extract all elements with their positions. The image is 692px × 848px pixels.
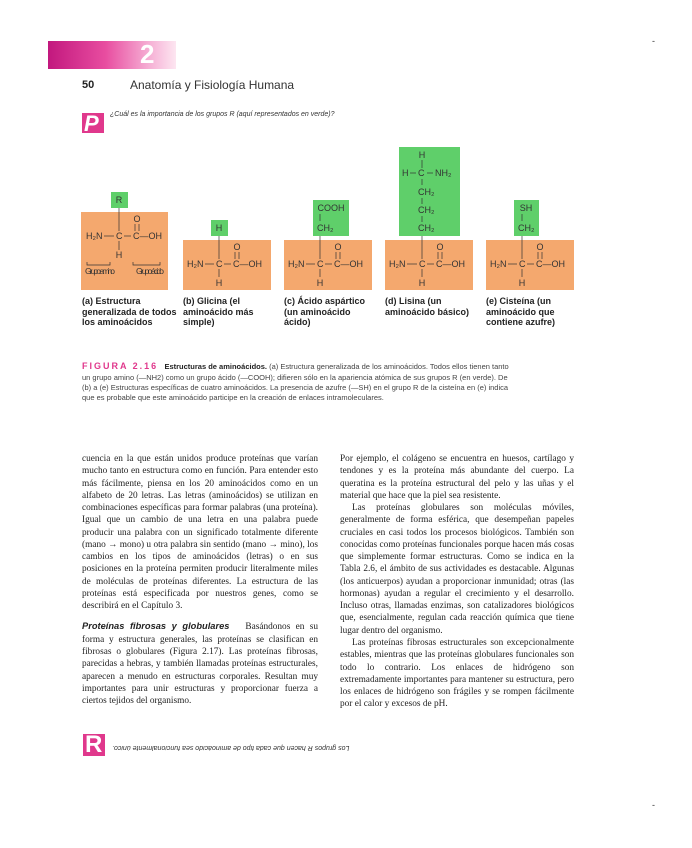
page-number: 50 xyxy=(82,79,95,91)
margin-mark: - xyxy=(652,800,655,810)
svg-text:O: O xyxy=(536,242,544,252)
svg-text:COOH: COOH xyxy=(317,203,345,213)
panel-caption-a: (a) Estructura generalizada de todos los aminoácidos xyxy=(82,296,177,328)
right-paragraph-2: Las proteínas globulares son moléculas móviles, generalmente de forma esférica, que desempeñan papeles cruciales en casi todos los procesos biológicos. También son conocidas como proteínas funcionales porque hacen más cosas que simplemente formar estructuras. Como se indica en la Tabla 2.6, el ámbito de sus actividades es destacable. Algunas (los anticuerpos) ayudan a proporcionar inmunidad; otras (las hormonas) ayudan a regular el crecimiento y el desarrollo. Incluso otras, llamadas enzimas, son catalizadores biológicos que, esencialmente, regulan cada reacción química que tiene lugar dentro del organismo. xyxy=(340,503,574,636)
running-title: Anatomía y Fisiología Humana xyxy=(130,78,295,92)
question-letter: P xyxy=(84,111,99,136)
svg-text:O: O xyxy=(334,242,342,252)
svg-text:H: H xyxy=(215,278,223,288)
svg-text:C—OH: C—OH xyxy=(133,231,162,241)
svg-text:C: C xyxy=(116,231,123,241)
svg-text:O: O xyxy=(133,214,141,224)
svg-text:C: C xyxy=(419,259,426,269)
answer-text-upside-down: Los grupos R hacen que cada tipo de aminoácido sea funcionalmente único. xyxy=(112,744,350,751)
svg-text:O: O xyxy=(233,242,241,252)
panel-caption-b: (b) Glicina (el aminoácido más simple) xyxy=(183,296,254,328)
figure-caption: FIGURA 2.16 Estructuras de aminoácidos. (a) Estructura generalizada de los aminoácidos. Todos ellos tienen tanto un grupo amino (—NH2) como un grupo ácido (—COOH); difieren sólo en la apariencia atómica de sus grupos R (en verde). De (b) a (e) Estructuras específicas de cuatro aminoácidos. La presencia de azufre (—SH) en el grupo R de la cisteína en (e) indica que es probable que este aminoácido participe en la creación de enlaces intramoleculares. xyxy=(82,361,509,402)
svg-text:NH₂: NH₂ xyxy=(435,168,452,178)
svg-text:C—OH: C—OH xyxy=(233,259,262,269)
svg-text:CH₂: CH₂ xyxy=(418,205,435,215)
right-paragraph-3: Las proteínas fibrosas estructurales son excepcionalmente estables, mientras que las proteínas globulares funcionales son todo lo contrario. Los enlaces de hidrógeno son extremadamente importantes para mantener su estructura, pero los enlaces de hidrógeno son frágiles y se rompen fácilmente por el calor y excesos de pH. xyxy=(340,637,574,710)
svg-text:C: C xyxy=(317,259,324,269)
left-paragraph-1: cuencia en la que están unidos produce proteínas que varían mucho tanto en estructura como en función. Para entender esto más fácilmente, piensa en los 20 aminoácidos como en un alfabeto de 20 letras. Las letras (aminoácidos) se utilizan en combinaciones específicas para formar palabras (una proteína). Igual que un cambio de una letra en una palabra puede producir una palabra con un significado totalmente diferente (mano → mono) u otra palabra sin sentido (mano → mino), los cambios en los tipos de aminoácidos (letras) o en sus posiciones en la proteína permiten producir literalmente miles de moléculas de proteínas diferentes. La estructura de las proteínas está especificada por nuestros genes, como se describirá en el Capítulo 3. xyxy=(82,454,318,612)
grupo-amino-label: Grupo amino xyxy=(85,266,115,276)
answer-letter: R xyxy=(85,731,103,758)
svg-text:O: O xyxy=(436,242,444,252)
chapter-number: 2 xyxy=(140,39,155,69)
right-column xyxy=(340,453,574,711)
svg-text:H: H xyxy=(418,150,426,160)
svg-text:C: C xyxy=(216,259,223,269)
svg-text:C—OH: C—OH xyxy=(436,259,465,269)
svg-text:H₂N: H₂N xyxy=(288,259,305,269)
panel-caption-e: (e) Cisteína (un aminoácido que contiene azufre) xyxy=(486,296,556,328)
svg-text:SH: SH xyxy=(519,203,533,213)
svg-text:H: H xyxy=(418,278,426,288)
r-label: R xyxy=(115,195,123,205)
left-paragraph-2: Proteínas fibrosas y globulares Basándonos en su forma y estructura generales, las proteínas se clasifican en fibrosas o globulares (Figura 2.17). Las proteínas fibrosas, parecidas a hebras, y también llamadas proteínas estructurales, aparecen a menudo en estructuras corporales. Resultan muy importantes para unir estructuras y proporcionar fuerza a ciertos tejidos del organismo. xyxy=(82,621,318,707)
right-paragraph-1: Por ejemplo, el colágeno se encuentra en huesos, cartílago y tendones y es la proteína más abundante del cuerpo. La queratina es la proteína estructural del pelo y las uñas y el material que hace que la piel sea resistente. xyxy=(340,454,574,501)
svg-text:H₂N: H₂N xyxy=(490,259,507,269)
panel-caption-d: (d) Lisina (un aminoácido básico) xyxy=(385,296,470,317)
amino-acid-figure xyxy=(0,0,692,300)
svg-text:H: H xyxy=(518,278,526,288)
svg-text:CH₂: CH₂ xyxy=(317,223,334,233)
margin-mark: - xyxy=(652,36,655,46)
svg-text:C—OH: C—OH xyxy=(334,259,363,269)
svg-text:H: H xyxy=(316,278,324,288)
svg-text:H₂N: H₂N xyxy=(389,259,406,269)
svg-text:CH₂: CH₂ xyxy=(418,223,435,233)
svg-text:CH₂: CH₂ xyxy=(518,223,535,233)
left-column xyxy=(82,453,318,707)
svg-text:H₂N: H₂N xyxy=(187,259,204,269)
svg-text:H: H xyxy=(115,250,123,260)
svg-text:C—OH: C—OH xyxy=(536,259,565,269)
svg-text:C: C xyxy=(418,168,425,178)
svg-text:H: H xyxy=(402,168,409,178)
svg-text:C: C xyxy=(519,259,526,269)
question-text: ¿Cuál es la importancia de los grupos R (aquí representados en verde)? xyxy=(110,111,335,118)
svg-text:CH₂: CH₂ xyxy=(418,187,435,197)
svg-text:H₂N: H₂N xyxy=(86,231,103,241)
svg-text:H: H xyxy=(215,223,223,233)
grupo-acido-label: Grupo ácido xyxy=(136,266,164,276)
panel-caption-c: (c) Ácido aspártico (un aminoácido ácido) xyxy=(284,296,366,328)
